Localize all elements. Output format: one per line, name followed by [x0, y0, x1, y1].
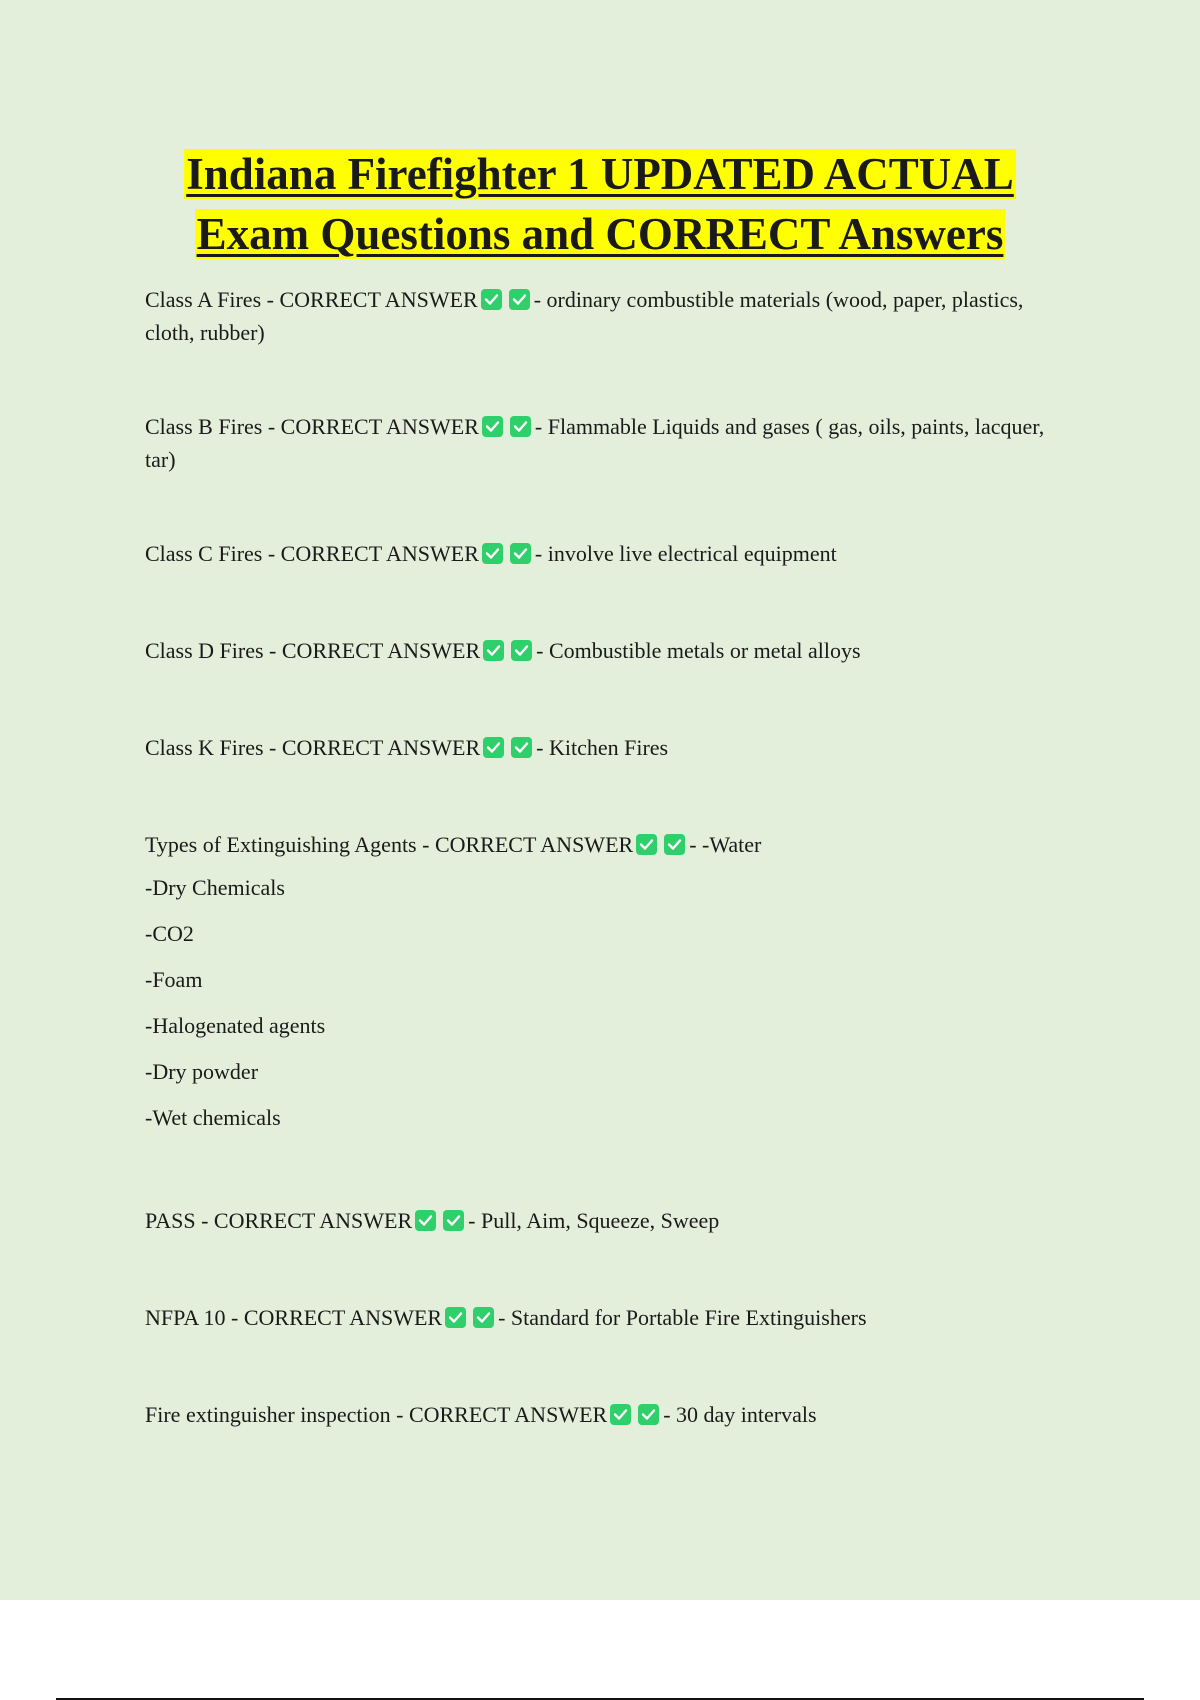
entry-answer: - Flammable Liquids and gases ( gas, oils, paints, lacquer, tar) [145, 414, 1045, 472]
qa-entry-nfpa-10 [145, 1301, 1070, 1334]
qa-entry-class-k [145, 731, 1070, 764]
entry-answer: - Pull, Aim, Squeeze, Sweep [468, 1208, 720, 1233]
check-box-icon [510, 543, 531, 564]
entry-term: Class D Fires - CORRECT ANSWER [145, 638, 481, 663]
check-box-icon [482, 416, 503, 437]
title-line-2: Exam Questions and CORRECT Answers [196, 209, 1004, 259]
check-box-icon [511, 737, 532, 758]
entry-term: NFPA 10 - CORRECT ANSWER [145, 1305, 443, 1330]
entry-answer: - Combustible metals or metal alloys [536, 638, 861, 663]
check-box-icon [481, 289, 502, 310]
list-item: -Dry Chemicals [145, 875, 285, 900]
check-box-icon [443, 1210, 464, 1231]
check-box-icon [415, 1210, 436, 1231]
qa-entry-class-d [145, 634, 1070, 667]
entry-answer: - Standard for Portable Fire Extinguishers [498, 1305, 867, 1330]
check-box-icon [473, 1307, 494, 1328]
check-box-icon [638, 1404, 659, 1425]
entry-term: Class C Fires - CORRECT ANSWER [145, 541, 479, 566]
check-box-icon [664, 834, 685, 855]
list-item: -Halogenated agents [145, 1013, 326, 1038]
entry-term: Fire extinguisher inspection - CORRECT ANSWER [145, 1402, 608, 1427]
check-box-icon [483, 737, 504, 758]
check-box-icon [636, 834, 657, 855]
qa-entry-class-b [145, 410, 1070, 476]
entry-answer: - Kitchen Fires [536, 735, 669, 760]
qa-entry-extinguishing-agents [145, 828, 1070, 1141]
check-box-icon [510, 416, 531, 437]
check-box-icon [511, 640, 532, 661]
list-item: -Foam [145, 967, 203, 992]
check-box-icon [610, 1404, 631, 1425]
check-box-icon [483, 640, 504, 661]
qa-entry-inspection [145, 1398, 1070, 1431]
entry-answer: - -Water [689, 832, 762, 857]
qa-entry-pass [145, 1204, 1070, 1237]
entry-term: PASS - CORRECT ANSWER [145, 1208, 413, 1233]
entry-term: Types of Extinguishing Agents - CORRECT ANSWER [145, 832, 634, 857]
list-item: -CO2 [145, 921, 194, 946]
check-box-icon [509, 289, 530, 310]
entry-answer: - ordinary combustible materials (wood, paper, plastics, cloth, rubber) [145, 287, 1024, 345]
qa-entry-class-c [145, 537, 1070, 570]
check-box-icon [482, 543, 503, 564]
list-item: -Wet chemicals [145, 1105, 281, 1130]
document-title [0, 144, 1200, 264]
entry-answer: - 30 day intervals [663, 1402, 817, 1427]
entry-answer: - involve live electrical equipment [534, 541, 837, 566]
entry-term: Class B Fires - CORRECT ANSWER [145, 414, 479, 439]
list-item: -Dry powder [145, 1059, 259, 1084]
agent-list [145, 865, 1070, 1141]
qa-entry-class-a [145, 283, 1070, 349]
entry-term: Class A Fires - CORRECT ANSWER [145, 287, 478, 312]
title-line-1: Indiana Firefighter 1 UPDATED ACTUAL [186, 149, 1014, 199]
entry-term: Class K Fires - CORRECT ANSWER [145, 735, 481, 760]
check-box-icon [445, 1307, 466, 1328]
